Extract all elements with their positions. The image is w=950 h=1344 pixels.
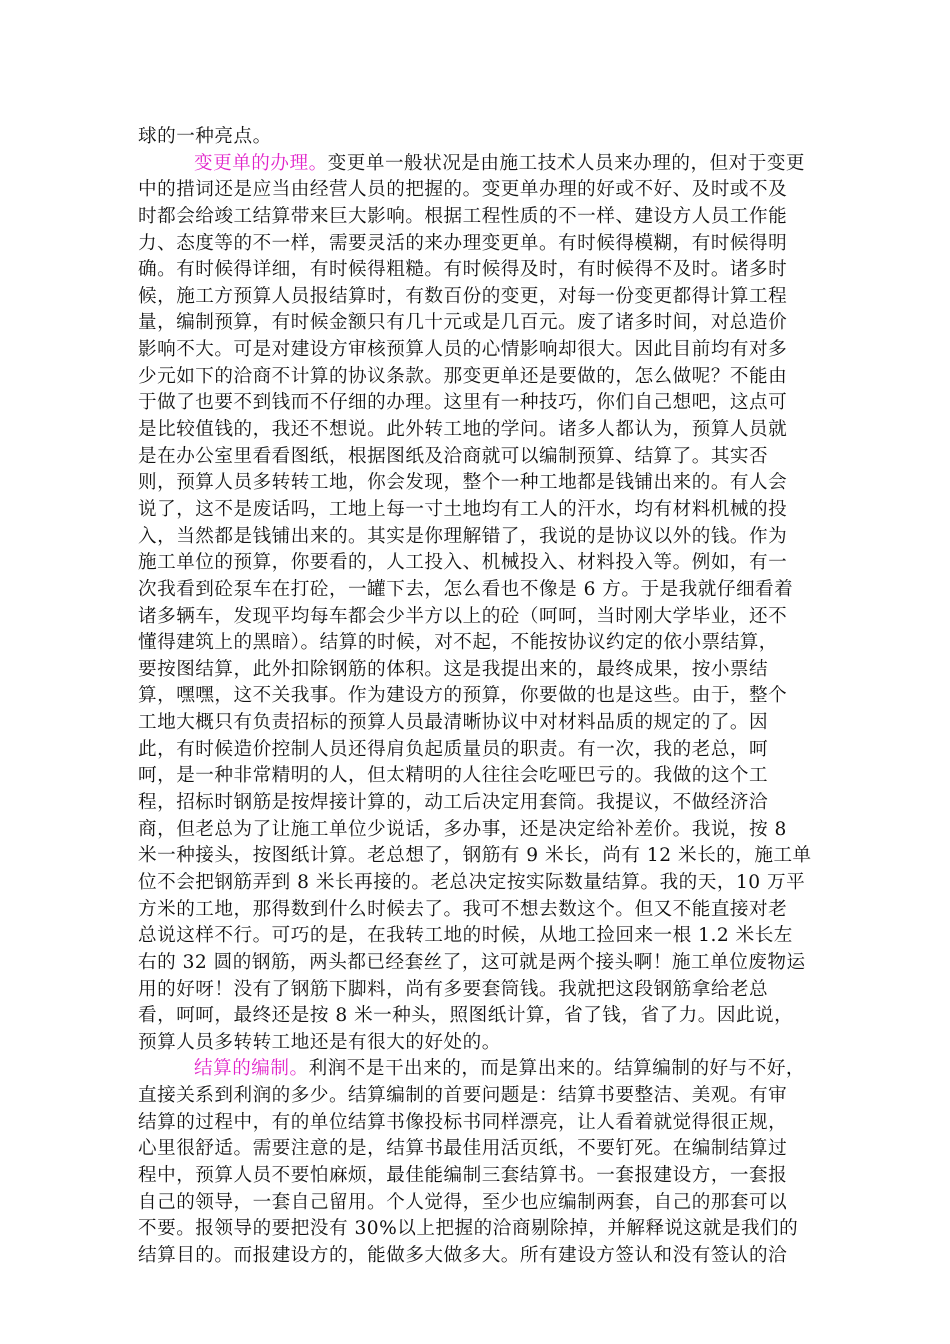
text-line: 诸多辆车，发现平均每车都会少半方以上的砼（呵呵，当时刚大学毕业，还不: [138, 605, 788, 627]
text-line: 时都会给竣工结算带来巨大影响。根据工程性质的不一样、建设方人员工作能: [138, 205, 788, 227]
text-line: 量，编制预算，有时候金额只有几十元或是几百元。废了诸多时间，对总造价: [138, 312, 788, 334]
text-line: 方米的工地，那得数到什么时候去了。我可不想去数这个。但又不能直接对老: [138, 898, 788, 920]
text-line: 于做了也要不到钱而不仔细的办理。这里有一种技巧，你们自己想吧，这点可: [138, 392, 788, 414]
text-line: 要按图结算，此外扣除钢筋的体积。这是我提出来的，最终成果，按小票结: [138, 658, 769, 680]
text-line: 总说这样不行。可巧的是，在我转工地的时候，从地工捡回来一根 1.2 米长左: [138, 925, 793, 947]
text-line: 是比较值钱的，我还不想说。此外转工地的学问。诸多人都认为，预算人员就: [138, 419, 788, 441]
text-line: 心里很舒适。需要注意的是，结算书最佳用活页纸，不要钉死。在编制结算过: [138, 1138, 788, 1160]
text-line: 说了，这不是废话吗，工地上每一寸土地均有工人的汗水，均有材料机械的投: [138, 498, 788, 520]
text-line: 少元如下的洽商不计算的协议条款。那变更单还是要做的，怎么做呢？不能由: [138, 365, 788, 387]
text-line: 候，施工方预算人员报结算时，有数百份的变更，对每一份变更都得计算工程: [138, 285, 788, 307]
paragraph-continuation: [138, 124, 814, 151]
text-line: 次我看到砼泵车在打砼，一罐下去，怎么看也不像是 6 方。于是我就仔细看着: [138, 578, 794, 600]
text-line: 右的 32 圆的钢筋，两头都已经套丝了，这可就是两个接头啊！施工单位废物运: [138, 951, 806, 973]
text-line: 结算的过程中，有的单位结算书像投标书同样漂亮，让人看着就觉得很正规，: [138, 1111, 788, 1133]
text-line: [138, 151, 814, 178]
text-line: 入，当然都是钱铺出来的。其实是你理解错了，我说的是协议以外的钱。作为: [138, 525, 788, 547]
text-line: 球的一种亮点。: [138, 126, 272, 147]
text-line: 确。有时候得详细，有时候得粗糙。有时候得及时，有时候得不及时。诸多时: [138, 259, 788, 281]
text-line: 呵，是一种非常精明的人，但太精明的人往往会吃哑巴亏的。我做的这个工: [138, 765, 769, 787]
text-line: 算，嘿嘿，这不关我事。作为建设方的预算，你要做的也是这些。由于，整个: [138, 685, 788, 707]
text-line: 不要。报领导的要把没有 30%以上把握的洽商剔除掉，并解释说这就是我们的: [138, 1218, 799, 1240]
text-line: 商，但老总为了让施工单位少说话，多办事，还是决定给补差价。我说，按 8: [138, 818, 787, 840]
text-line: 施工单位的预算，你要看的，人工投入、机械投入、材料投入等。例如，有一: [138, 552, 788, 574]
text-run: 利润不是干出来的，而是算出来的。结算编制的好与不好，: [308, 1058, 806, 1080]
paragraph-change-order: [138, 151, 814, 1057]
text-line: 预算人员多转转工地还是有很大的好处的。: [138, 1031, 501, 1053]
section-heading-settlement: 结算的编制。: [194, 1058, 309, 1080]
text-line: 此，有时候造价控制人员还得肩负起质量员的职责。有一次，我的老总，呵: [138, 738, 769, 760]
text-line: 工地大概只有负责招标的预算人员最清晰协议中对材料品质的规定的了。因: [138, 712, 769, 734]
text-line: 则，预算人员多转转工地，你会发现，整个一种工地都是钱铺出来的。有人会: [138, 472, 788, 494]
text-line: 力、态度等的不一样，需要灵活的来办理变更单。有时候得模糊，有时候得明: [138, 232, 788, 254]
text-line: 直接关系到利润的多少。结算编制的首要问题是：结算书要整洁、美观。有审: [138, 1085, 788, 1107]
text-line: 自己的领导，一套自己留用。个人觉得，至少也应编制两套，自己的那套可以: [138, 1191, 788, 1213]
text-line: 用的好呀！没有了钢筋下脚料，尚有多要套筒钱。我就把这段钢筋拿给老总: [138, 978, 769, 1000]
text-line: 看，呵呵，最终还是按 8 米一种头，照图纸计算，省了钱，省了力。因此说，: [138, 1005, 794, 1027]
document-page: [138, 124, 814, 1270]
text-line: 程中，预算人员不要怕麻烦，最佳能编制三套结算书。一套报建设方，一套报: [138, 1164, 788, 1186]
paragraph-settlement: [138, 1056, 814, 1269]
text-line: 影响不大。可是对建设方审核预算人员的心情影响却很大。因此目前均有对多: [138, 339, 788, 361]
text-line: [138, 1056, 814, 1083]
text-line: 结算目的。而报建设方的，能做多大做多大。所有建设方签认和没有签认的洽: [138, 1244, 788, 1266]
section-heading-change-order: 变更单的办理。: [194, 152, 328, 174]
text-line: 中的措词还是应当由经营人员的把握的。变更单办理的好或不好、及时或不及: [138, 179, 788, 201]
text-line: 位不会把钢筋弄到 8 米长再接的。老总决定按实际数量结算。我的天，10 万平: [138, 871, 806, 893]
text-run: 变更单一般状况是由施工技术人员来办理的，但对于变更: [327, 152, 806, 174]
text-line: 程，招标时钢筋是按焊接计算的，动工后决定用套筒。我提议，不做经济洽: [138, 792, 769, 814]
text-line: 是在办公室里看看图纸，根据图纸及洽商就可以编制预算、结算了。其实否: [138, 445, 769, 467]
text-line: 懂得建筑上的黑暗）。结算的时候，对不起，不能按协议约定的依小票结算，: [138, 632, 778, 654]
text-line: 米一种接头，按图纸计算。老总想了，钢筋有 9 米长，尚有 12 米长的，施工单: [138, 845, 812, 867]
